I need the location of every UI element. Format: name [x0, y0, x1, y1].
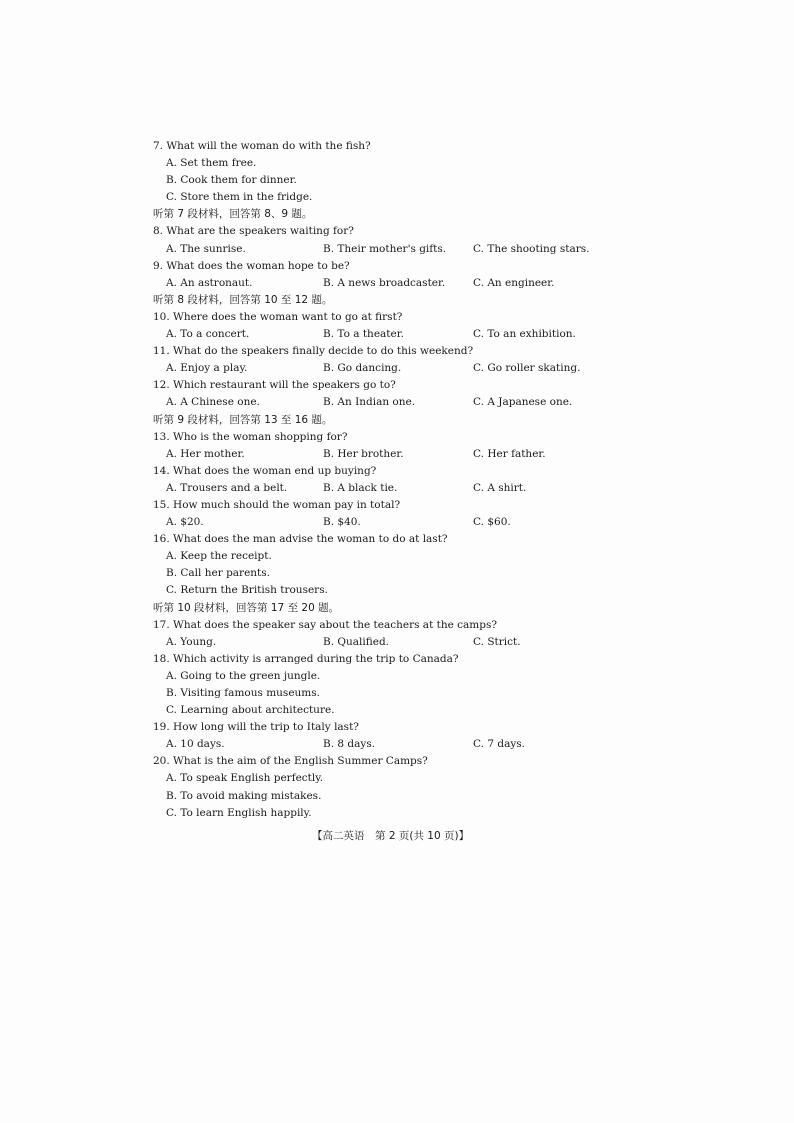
options-row: [153, 634, 613, 651]
question-text: 10. Where does the woman want to go at first?: [153, 310, 403, 323]
option-text: B. Cook them for dinner.: [166, 174, 297, 187]
section-instruction: 听第 10 段材料，回答第 17 至 20 题。: [153, 601, 340, 614]
question-text: 11. What do the speakers finally decide to do this weekend?: [153, 345, 474, 358]
question-text: 9. What does the woman hope to be?: [153, 259, 350, 272]
options-row: [153, 275, 613, 292]
question-text: 12. Which restaurant will the speakers go to?: [153, 379, 396, 392]
question-text: 20. What is the aim of the English Summer Camps?: [153, 755, 428, 768]
option-text: C. Strict.: [473, 635, 521, 648]
option-text: A. A Chinese one.: [166, 396, 260, 409]
section-instruction: 听第 8 段材料，回答第 10 至 12 题。: [153, 293, 333, 306]
question-text: 18. Which activity is arranged during the trip to Canada?: [153, 652, 459, 665]
options-row: [153, 514, 613, 531]
option-text: C. A Japanese one.: [473, 396, 573, 409]
option-text: B. To a theater.: [323, 328, 404, 341]
option-text: B. Her brother.: [323, 447, 404, 460]
option-text: C. A shirt.: [473, 481, 527, 494]
question-text: 19. How long will the trip to Italy last?: [153, 721, 359, 734]
option-text: A. Young.: [166, 635, 217, 648]
option-text: C. 7 days.: [473, 738, 525, 751]
question-text: 15. How much should the woman pay in total?: [153, 498, 401, 511]
options-row: [153, 241, 613, 258]
question-text: 7. What will the woman do with the fish?: [153, 140, 371, 152]
page-footer: 【高二英语 第 2 页(共 10 页)】: [312, 830, 470, 842]
option-text: A. Going to the green jungle.: [166, 669, 321, 682]
option-text: B. A news broadcaster.: [323, 276, 446, 289]
option-text: A. Enjoy a play.: [166, 362, 248, 375]
option-text: A. Trousers and a belt.: [166, 481, 288, 494]
option-text: A. An astronaut.: [166, 276, 253, 289]
option-text: A. Her mother.: [166, 447, 245, 460]
section-instruction: 听第 7 段材料，回答第 8、9 题。: [153, 208, 313, 221]
question-text: 16. What does the man advise the woman to do at last?: [153, 533, 448, 546]
options-row: [153, 446, 613, 463]
option-text: C. Learning about architecture.: [166, 704, 335, 717]
option-text: C. Store them in the fridge.: [166, 191, 313, 204]
option-text: C. Go roller skating.: [473, 362, 581, 375]
option-text: B. 8 days.: [323, 738, 376, 751]
option-text: A. Keep the receipt.: [166, 550, 272, 563]
option-text: B. Qualified.: [323, 635, 390, 648]
option-text: B. $40.: [323, 516, 361, 529]
option-text: C. $60.: [473, 516, 511, 529]
options-row: [153, 326, 613, 343]
option-text: A. To speak English perfectly.: [166, 772, 324, 785]
option-text: A. The sunrise.: [166, 242, 246, 255]
option-text: B. To avoid making mistakes.: [166, 789, 322, 802]
option-text: C. Her father.: [473, 447, 546, 460]
option-text: A. Set them free.: [166, 157, 257, 170]
question-text: 17. What does the speaker say about the teachers at the camps?: [153, 618, 497, 631]
option-text: C. To an exhibition.: [473, 328, 576, 341]
option-text: A. $20.: [166, 516, 204, 529]
question-text: 8. What are the speakers waiting for?: [153, 225, 354, 238]
options-row: [153, 736, 613, 753]
option-text: B. Call her parents.: [166, 567, 270, 580]
option-text: A. To a concert.: [166, 328, 250, 341]
option-text: B. Visiting famous museums.: [166, 687, 320, 699]
option-text: A. 10 days.: [166, 738, 225, 751]
option-text: B. Their mother's gifts.: [323, 242, 447, 255]
options-row: [153, 394, 613, 411]
option-text: C. The shooting stars.: [473, 242, 590, 255]
option-text: B. A black tie.: [323, 481, 398, 494]
option-text: B. An Indian one.: [323, 396, 416, 409]
question-text: 14. What does the woman end up buying?: [153, 464, 377, 477]
option-text: C. An engineer.: [473, 276, 555, 289]
options-row: [153, 360, 613, 377]
exam-content: [153, 138, 613, 822]
option-text: C. To learn English happily.: [166, 806, 312, 819]
option-text: B. Go dancing.: [323, 362, 402, 375]
option-text: C. Return the British trousers.: [166, 584, 328, 597]
section-instruction: 听第 9 段材料，回答第 13 至 16 题。: [153, 413, 333, 426]
options-row: [153, 480, 613, 497]
question-text: 13. Who is the woman shopping for?: [153, 430, 348, 443]
